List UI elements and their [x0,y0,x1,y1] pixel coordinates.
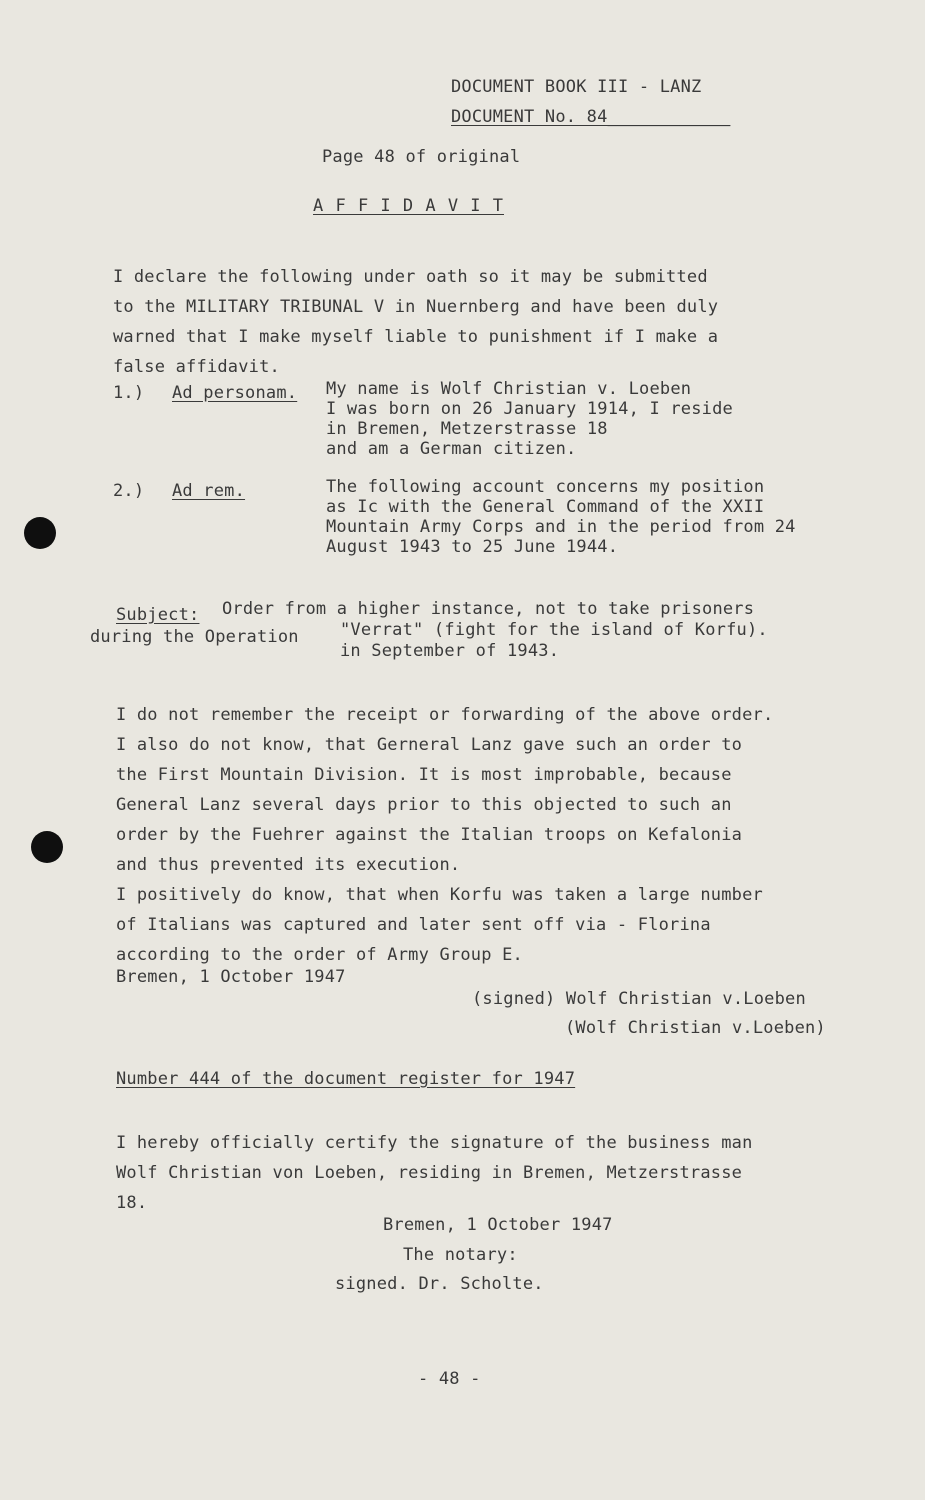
page-number: - 48 - [418,1369,481,1389]
item-2-number: 2.) [113,481,145,501]
intro-paragraph: I declare the following under oath so it may be submitted to the MILITARY TRIBUNAL V in Nuernberg and have been duly warned that I make myself liable to punishment if I make a false affidavit. [113,267,719,377]
notary-title: The notary: [403,1245,518,1265]
item-1-label: Ad personam. [172,383,298,403]
subject-line: "Verrat" (fight for the island of Korfu). [340,620,768,640]
item-1-number: 1.) [113,383,145,403]
subject-line: during the Operation [90,627,299,647]
notary-date: Bremen, 1 October 1947 [383,1215,613,1235]
punch-hole [24,517,56,549]
place-date: Bremen, 1 October 1947 [116,967,346,987]
punch-hole [31,831,63,863]
page-title: A F F I D A V I T [313,196,504,216]
subject-label: Subject: [116,605,200,625]
subject-line: Order from a higher instance, not to take prisoners [222,599,755,619]
document-book-heading: DOCUMENT BOOK III - LANZ [451,77,702,97]
item-1-text: My name is Wolf Christian v. Loeben I was born on 26 January 1914, I reside in Bremen, Metzerstrasse 18 and am a German citizen. [326,379,733,459]
typed-name: (Wolf Christian v.Loeben) [565,1018,826,1038]
page-reference: Page 48 of original [322,147,521,167]
notary-signature: signed. Dr. Scholte. [335,1274,544,1294]
document-number: DOCUMENT No. 84____________ [451,107,731,127]
item-2-text: The following account concerns my position as Ic with the General Command of the XXII Mountain Army Corps and in the period from 24 August 1943 to 25 June 1944. [326,477,796,557]
signature-line: (signed) Wolf Christian v.Loeben [472,989,806,1009]
register-number: Number 444 of the document register for 1947 [116,1069,576,1089]
subject-line: in September of 1943. [340,641,560,661]
certification-paragraph: I hereby officially certify the signature of the business man Wolf Christian von Loeben, residing in Bremen, Metzerstrasse 18. [116,1133,753,1213]
body-paragraph: I do not remember the receipt or forwarding of the above order. I also do not know, that Gerneral Lanz gave such an order to the First Mountain Division. It is most improbable, because General Lanz several days prior to this objected to such an order by the Fuehrer against the Italian troops on Kefalonia and thus prevented its execution. I positively do know, that when Korfu was taken a large number of Italians was captured and later sent off via - Florina according to the order of Army Group E. [116,705,774,965]
item-2-label: Ad rem. [172,481,246,501]
